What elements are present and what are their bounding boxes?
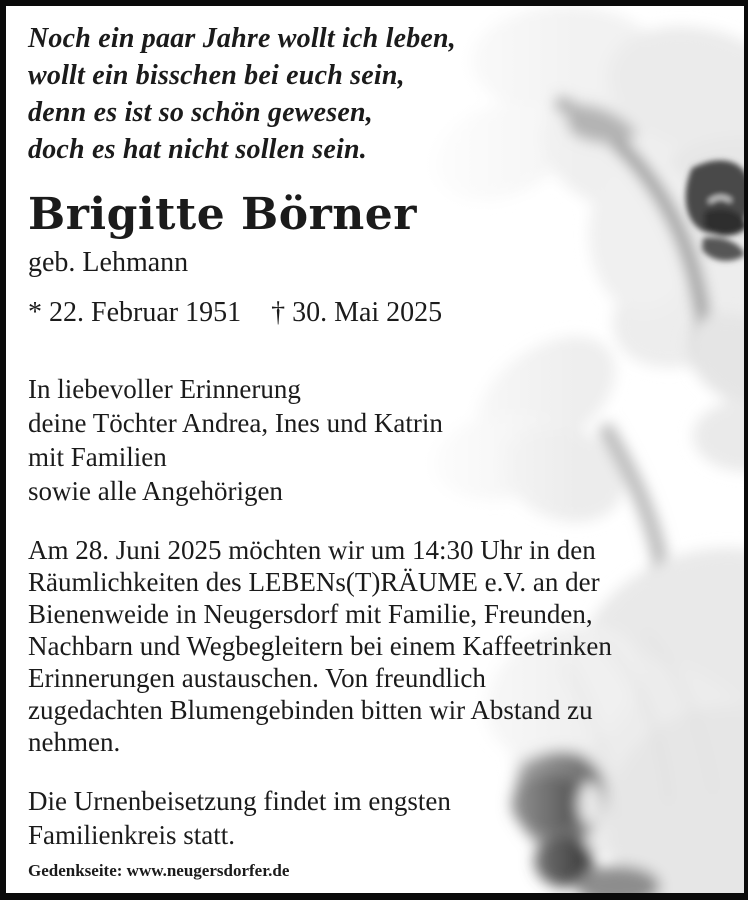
poem bbox=[28, 20, 744, 168]
invitation-line: Erinnerungen austauschen. Von freundlich bbox=[28, 663, 486, 693]
invitation-line: Am 28. Juni 2025 möchten wir um 14:30 Uhr in den bbox=[28, 535, 596, 565]
poem-line: Noch ein paar Jahre wollt ich leben, bbox=[28, 23, 456, 54]
invitation-line: zugedachten Blumengebinden bitten wir Abstand zu bbox=[28, 695, 593, 725]
invitation-line: Bienenweide in Neugersdorf mit Familie, Freunden, bbox=[28, 599, 593, 629]
birth-date: * 22. Februar 1951 bbox=[28, 297, 242, 328]
remembrance-line: In liebevoller Erinnerung bbox=[28, 374, 301, 404]
burial-line: Die Urnenbeisetzung findet im engsten bbox=[28, 786, 451, 816]
remembrance-block bbox=[28, 372, 744, 508]
poem-line: wollt ein bisschen bei euch sein, bbox=[28, 60, 405, 91]
memorial-site-text: Gedenkseite: www.neugersdorfer.de bbox=[28, 861, 290, 880]
remembrance-line: sowie alle Angehörigen bbox=[28, 476, 283, 506]
poem-line: denn es ist so schön gewesen, bbox=[28, 97, 373, 128]
invitation-line: Räumlichkeiten des LEBENs(T)RÄUME e.V. an der bbox=[28, 567, 600, 597]
invitation-line: nehmen. bbox=[28, 727, 121, 757]
remembrance-line: mit Familien bbox=[28, 442, 167, 472]
invitation-block bbox=[28, 534, 744, 758]
maiden-name: geb. Lehmann bbox=[28, 247, 189, 278]
burial-line: Familienkreis statt. bbox=[28, 820, 235, 850]
poem-line: doch es hat nicht sollen sein. bbox=[28, 134, 367, 165]
burial-block bbox=[28, 784, 744, 852]
death-date: † 30. Mai 2025 bbox=[271, 297, 443, 328]
invitation-line: Nachbarn und Wegbegleitern bei einem Kaffeetrinken bbox=[28, 631, 612, 661]
life-dates bbox=[28, 296, 744, 330]
obituary-content bbox=[6, 6, 744, 882]
remembrance-line: deine Töchter Andrea, Ines und Katrin bbox=[28, 408, 443, 438]
deceased-name: Brigitte Börner bbox=[28, 189, 417, 240]
